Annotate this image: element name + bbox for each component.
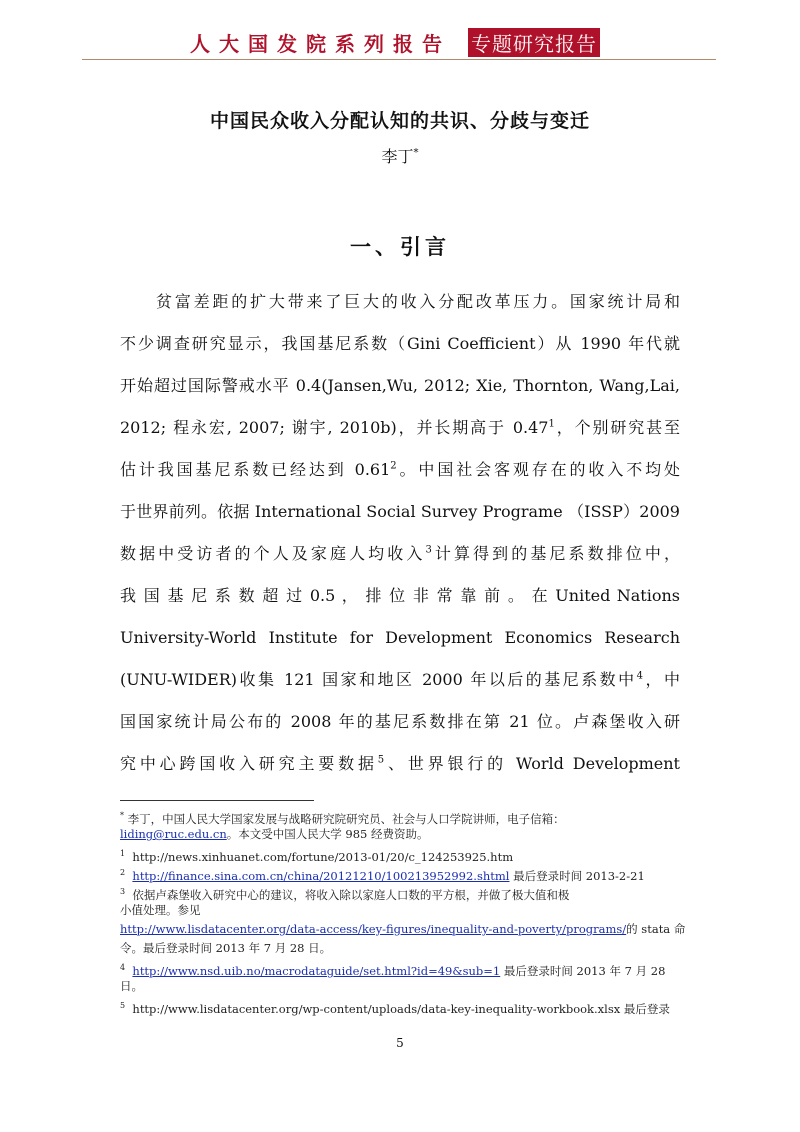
footnote-mark: * — [120, 811, 124, 820]
body-text-span: 究中心跨国收入研究主要数据 — [120, 754, 378, 773]
body-text-span: 计算得到的基尼系数排位中， — [431, 544, 680, 563]
body-text-span: ，中 — [643, 670, 680, 689]
footnote-link[interactable]: http://www.lisdatacenter.org/data-access/key-figures/inequality-and-poverty/programs/ — [120, 922, 627, 936]
paper-title: 中国民众收入分配认知的共识、分歧与变迁 — [209, 110, 590, 132]
body-line: 我 国 基 尼 系 数 超 过 0.5 ， 排 位 非 常 靠 前 。 在 United Nations — [120, 586, 680, 605]
footnote-text: 李丁，中国人民大学国家发展与战略研究院研究员、社会与人口学院讲师，电子信箱： — [127, 811, 565, 826]
author-email-link[interactable]: liding@ruc.edu.cn — [120, 827, 227, 841]
footnote-1 — [120, 844, 680, 863]
footnote-ref: 1 — [548, 418, 555, 430]
footnote-text: http://www.lisdatacenter.org/wp-content/uploads/data-key-inequality-workbook.xlsx 最后登录 — [132, 1001, 670, 1016]
footnote-ref: 3 — [425, 544, 432, 556]
footnote-mark: 1 — [120, 849, 126, 858]
body-text-span: 。中国社会客观存在的收入不均处 — [396, 460, 680, 479]
footnote-3-cont — [120, 920, 686, 939]
footnote-author-cont — [120, 825, 680, 844]
body-line: University-World Institute for Development Economics Research — [120, 628, 680, 647]
footnote-mark: 5 — [120, 1001, 126, 1010]
footnote-5 — [120, 996, 680, 1015]
body-text-span: 、世界银行的 World Development — [384, 754, 680, 773]
body-text-span: 估计我国基尼系数已经达到 0.61 — [120, 460, 391, 479]
body-line: 开始超过国际警戒水平 0.4(Jansen,Wu, 2012; Xie, Thornton, Wang,Lai, — [120, 376, 680, 395]
footnote-3-cont: 令。最后登录时间 2013 年 7 月 28 日。 — [120, 941, 332, 955]
section-heading: 一、引言 — [350, 234, 450, 259]
body-line: 不少调查研究显示，我国基尼系数（Gini Coefficient）从 1990 年代就 — [120, 334, 680, 353]
body-line — [120, 449, 680, 491]
author — [0, 144, 800, 167]
footnote-3-cont: 小值处理。参见 — [120, 903, 201, 917]
footnote-mark: 4 — [120, 963, 126, 972]
footnote-4-cont: 日。 — [120, 979, 143, 993]
footnote-ref: 5 — [377, 754, 385, 766]
footnote-url: http://news.xinhuanet.com/fortune/2013-01/20/c_124253925.htm — [132, 849, 514, 864]
body-line: 贫富差距的扩大带来了巨大的收入分配改革压力。国家统计局和 — [156, 292, 680, 311]
footnote-ref: 2 — [390, 460, 397, 472]
footnote-text: 。本文受中国人民大学 985 经费资助。 — [226, 827, 429, 841]
body-line: 国国家统计局公布的 2008 年的基尼系数排在第 21 位。卢森堡收入研 — [120, 712, 680, 731]
body-text-span: (UNU-WIDER)收集 121 国家和地区 2000 年以后的基尼系数中 — [120, 670, 637, 689]
footnote-link[interactable]: http://www.nsd.uib.no/macrodataguide/set.html?id=49&sub=1 — [132, 963, 501, 978]
header-rule — [82, 59, 716, 60]
footnote-mark: 3 — [120, 887, 126, 896]
footnote-mark: 2 — [120, 868, 126, 877]
footnote-link[interactable]: http://finance.sina.com.cn/china/20121210/100213952992.shtml — [132, 868, 510, 883]
footnotes — [120, 806, 686, 1016]
footnote-author — [120, 806, 680, 825]
body-text-span: 数据中受访者的个人及家庭人均收入 — [120, 544, 426, 563]
header-report-label: 专题研究报告 — [468, 28, 600, 57]
footnote-3 — [120, 882, 680, 901]
footnote-ref: 4 — [636, 670, 644, 682]
body-line — [120, 659, 680, 701]
footnote-text: 最后登录时间 2013-2-21 — [509, 868, 645, 883]
author-footnote-mark: * — [413, 147, 419, 159]
report-header — [0, 22, 800, 58]
body-line: 于世界前列。依据 International Social Survey Programe （ISSP）2009 — [120, 502, 680, 521]
footnote-4 — [120, 958, 680, 977]
header-series-title: 人大国发院系列报告 — [190, 32, 451, 56]
footnote-2 — [120, 863, 680, 882]
author-name: 李丁 — [381, 147, 414, 166]
body-text-span: 2012; 程永宏, 2007; 谢宇, 2010b)，并长期高于 0.47 — [120, 418, 549, 437]
footnote-text: 最后登录时间 2013 年 7 月 28 — [500, 963, 666, 978]
footnote-rule — [120, 800, 314, 801]
footnote-text: 的 stata 命 — [626, 922, 686, 936]
page-number: 5 — [396, 1036, 404, 1050]
body-line — [120, 407, 680, 449]
body-line — [120, 533, 680, 575]
body-paragraph — [120, 281, 680, 785]
footnote-text: 依据卢森堡收入研究中心的建议，将收入除以家庭人口数的平方根，并做了极大值和极 — [132, 887, 570, 902]
body-line — [120, 743, 680, 785]
body-text-span: ，个别研究甚至 — [554, 418, 680, 437]
